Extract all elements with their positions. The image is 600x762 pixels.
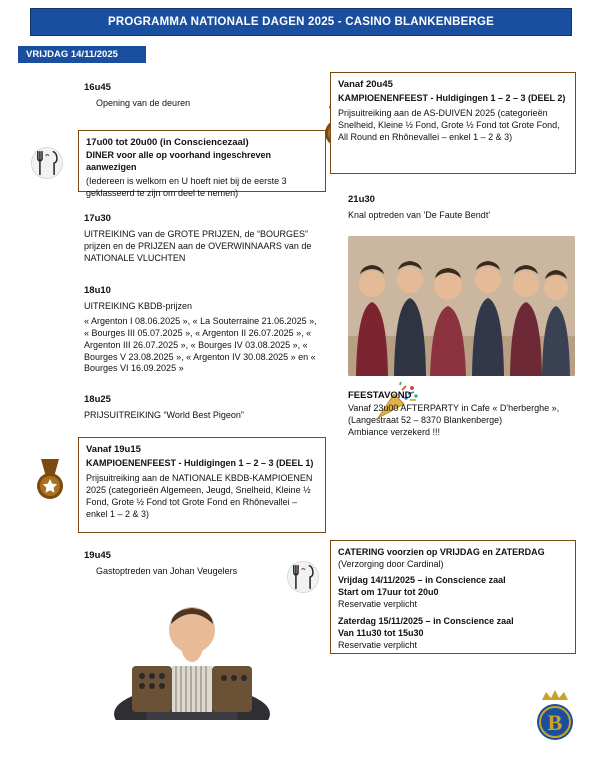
entry-desc-2130 xyxy=(348,210,572,222)
kf1-title: KAMPIOENENFEEST - Huldigingen 1 – 2 – 3 (DEEL 1) xyxy=(86,458,314,468)
time-label: 21u30 xyxy=(348,194,375,205)
feestavond-line2: (Langestraat 52 – 8370 Blankenberge) xyxy=(348,414,503,425)
date-badge xyxy=(18,46,146,63)
entry-time-1810 xyxy=(84,285,111,296)
entry-text: Gastoptreden van Johan Veugelers xyxy=(96,566,238,576)
entry-time-1825 xyxy=(84,394,111,405)
catering-saturday-line2: Van 11u30 tot 15u30 xyxy=(338,628,424,639)
entry-desc-1645 xyxy=(96,98,316,110)
feestavond-line1: Vanaf 23u00 AFTERPARTY in Cafe « D'herberghe », xyxy=(348,403,560,413)
page-title: PROGRAMMA NATIONALE DAGEN 2025 - CASINO BLANKENBERGE xyxy=(107,16,495,28)
feestavond-line3: Ambiance verzekerd !!! xyxy=(348,426,441,437)
diner-note: (Iedereen is welkom en U hoeft niet bij de eerste 3 geklasseerd te zijn om deel te nemen) xyxy=(86,175,287,198)
entry-time-1945 xyxy=(84,550,111,561)
cutlery-icon xyxy=(24,140,70,186)
entry-time-2130 xyxy=(348,194,375,205)
entry-text: PRIJSUITREIKING “World Best Pigeon” xyxy=(84,410,244,420)
catering-box xyxy=(330,540,576,654)
time-label: 17u30 xyxy=(84,213,111,224)
kf1-time: Vanaf 19u15 xyxy=(86,444,141,455)
catering-title: CATERING voorzien op VRIJDAG en ZATERDAG xyxy=(338,547,545,557)
entry-desc-1825 xyxy=(84,410,324,422)
feestavond-title: FEESTAVOND xyxy=(348,390,412,401)
kf2-time: Vanaf 20u45 xyxy=(338,79,393,90)
catering-subtitle: (Verzorging door Cardinal) xyxy=(338,558,444,569)
time-label: 19u45 xyxy=(84,550,111,561)
catering-saturday-line3: Reservatie verplicht xyxy=(338,640,418,651)
entry-text: UITREIKING KBDB-prijzen xyxy=(84,301,193,311)
entry-text: Knal optreden van 'De Faute Bendt' xyxy=(348,210,491,220)
entry-text: UITREIKING van de GROTE PRIJZEN, de “BOURGES” prijzen en de PRIJZEN aan de OVERWINNAARS van de NATIONALE VLUCHTEN xyxy=(84,229,312,263)
medal-icon xyxy=(28,455,72,503)
catering-friday-line3: Reservatie verplicht xyxy=(338,598,418,609)
logo-letter: B xyxy=(547,710,563,735)
feestavond-block xyxy=(348,390,576,439)
entry-time-1730 xyxy=(84,213,111,224)
kf1-note: Prijsuitreiking aan de NATIONALE KBDB-KAMPIOENEN 2025 (categorieën Algemeen, Jeugd, Snelheid, Kleine ½ Fond, Grote ½ Fond tot Grote Fond en Rhônevallei – enkel 1 – 2 & 3) xyxy=(86,472,313,519)
cutlery-icon xyxy=(278,552,328,602)
header-banner xyxy=(30,8,572,36)
accordion-player-photo xyxy=(88,586,300,720)
kf2-title: KAMPIOENENFEEST - Huldigingen 1 – 2 – 3 (DEEL 2) xyxy=(338,93,566,103)
entry-text: Opening van de deuren xyxy=(96,98,191,108)
kf2-note: Prijsuitreiking aan de AS-DUIVEN 2025 (categorieën Snelheid, Kleine ½ Fond, Grote ½ Fond tot Grote Fond, All Round en Rhônevallei – enkel 1 – 2 & 3) xyxy=(338,107,560,142)
kampioenenfeest-deel2-box xyxy=(330,72,576,174)
entry-desc-1730 xyxy=(84,229,326,265)
time-label: 16u45 xyxy=(84,82,111,93)
catering-friday-line2: Start om 17uur tot 20u0 xyxy=(338,586,439,597)
catering-saturday-line1: Zaterdag 15/11/2025 – in Conscience zaal xyxy=(338,616,514,627)
diner-title: DINER voor alle op voorhand ingeschreven aanwezigen xyxy=(86,150,272,172)
band-group-photo xyxy=(348,236,575,376)
entry-time-1645 xyxy=(84,82,111,93)
date-label: VRIJDAG 14/11/2025 xyxy=(26,49,118,60)
entry-detail: « Argenton I 08.06.2025 », « La Souterraine 21.06.2025 », « Bourges III 05.07.2025 », « Argenton II 26.07.2025 », « Argenton III 26.07.2025 », « Bourges IV 03.08.2025 », « Bourges V 23.08.2025 », « Argenton IV 30.08.2025 » en « Bourges VI 16.09.2025 » xyxy=(84,315,317,374)
diner-time: 17u00 tot 20u00 (in Consciencezaal) xyxy=(86,137,249,148)
entry-desc-1810 xyxy=(84,301,322,375)
catering-friday-line1: Vrijdag 14/11/2025 – in Conscience zaal xyxy=(338,574,506,585)
diner-box xyxy=(78,130,326,198)
kbdb-crown-b-logo xyxy=(528,686,582,744)
time-label: 18u10 xyxy=(84,285,111,296)
entry-desc-1945 xyxy=(96,566,306,578)
time-label: 18u25 xyxy=(84,394,111,405)
kampioenenfeest-deel1-box xyxy=(78,437,326,533)
